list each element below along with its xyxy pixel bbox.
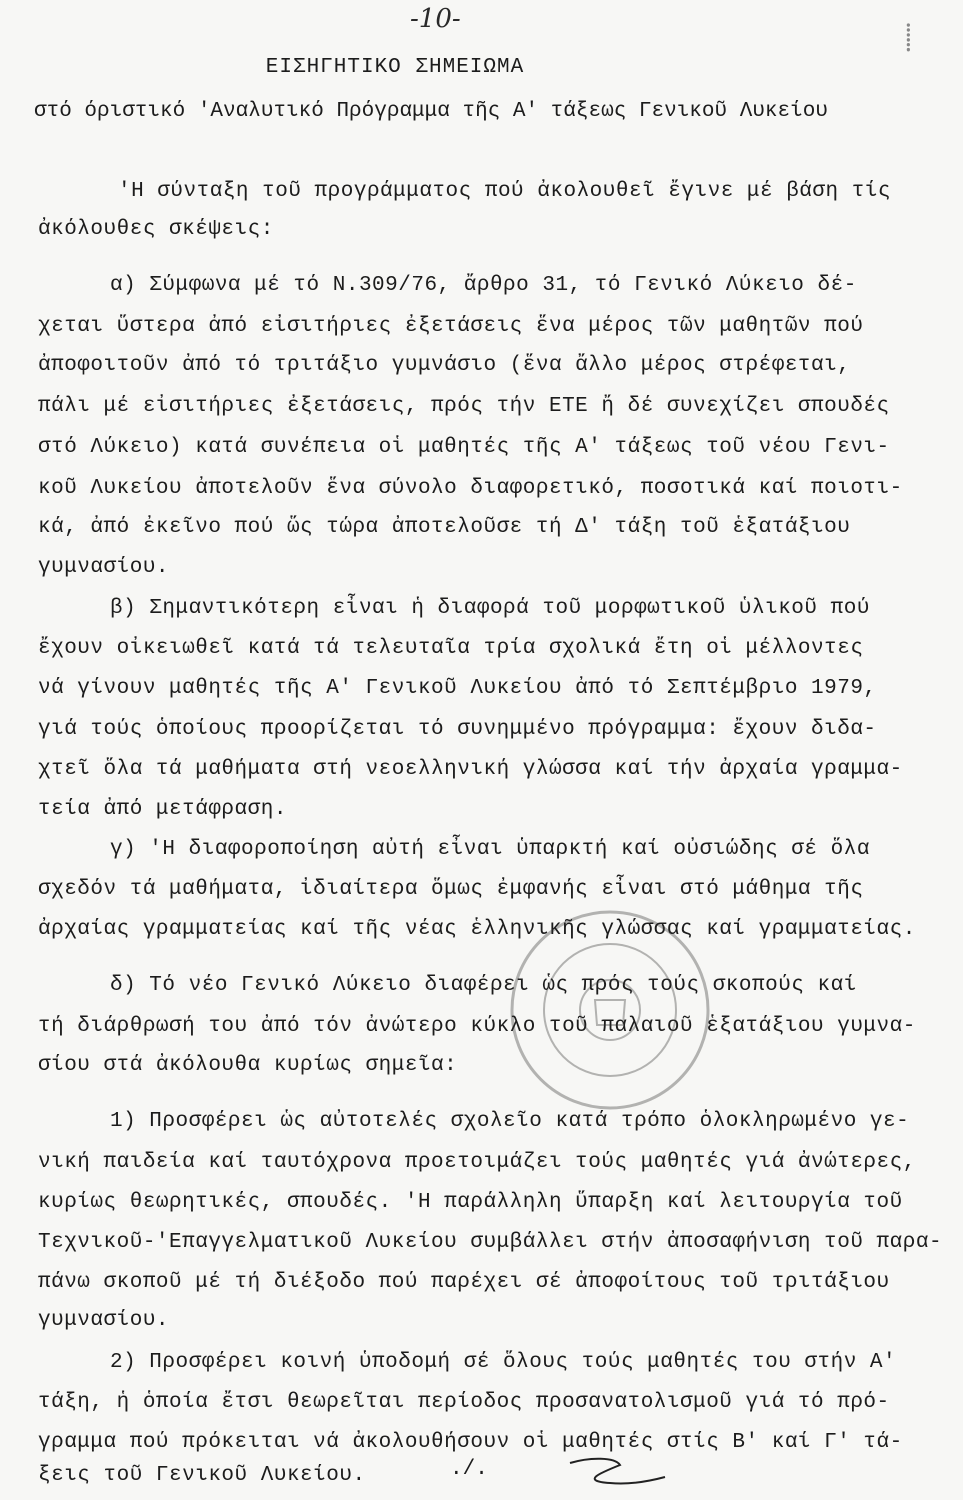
body-line: ἔχουν οἰκειωθεῖ κατά τά τελευταῖα τρία σχολικά ἔτη οἱ μέλλοντες [38, 637, 864, 660]
body-line: γυμνασίου. [38, 556, 170, 579]
official-seal-stamp-icon [505, 905, 715, 1115]
body-line: α) Σύμφωνα μέ τό Ν.309/76, ἄρθρο 31, τό Γενικό Λύκειο δέ- [110, 274, 857, 297]
body-line: κυρίως θεωρητικές, σπουδές. 'Η παράλληλη ὕπαρξη καί λειτουργία τοῦ [38, 1191, 903, 1214]
body-line: χτεῖ ὅλα τά μαθήματα στή νεοελληνική γλώσσα καί τήν ἀρχαία γραμμα- [38, 758, 903, 781]
margin-mark-icon: ⸽ [905, 24, 912, 54]
body-line: πάνω σκοποῦ μέ τή διέξοδο πού παρέχει σέ ἀποφοίτους τοῦ τριτάξιου [38, 1271, 890, 1294]
body-line: ξεις τοῦ Γενικοῦ Λυκείου. [38, 1464, 366, 1487]
body-line: τάξη, ἡ ὁποία ἔτσι θεωρεῖται περίοδος προσανατολισμοῦ γιά τό πρό- [38, 1391, 890, 1414]
body-line: στό Λύκειο) κατά συνέπεια οἱ μαθητές τῆς Α' τάξεως τοῦ νέου Γενι- [38, 436, 890, 459]
body-line: β) Σημαντικότερη εἶναι ἡ διαφορά τοῦ μορφωτικοῦ ὑλικοῦ πού [110, 597, 870, 620]
document-title: ΕΙΣΗΓΗΤΙΚΟ ΣΗΜΕΙΩΜΑ [265, 56, 525, 79]
body-line: σίου στά ἀκόλουθα κυρίως σημεῖα: [38, 1054, 458, 1077]
body-line: ἀρχαίας γραμματείας καί τῆς νέας ἑλληνικῆς γλώσσας καί γραμματείας. [38, 918, 916, 941]
body-line: ἀποφοιτοῦν ἀπό τό τριτάξιο γυμνάσιο (ἕνα ἄλλο μέρος στρέφεται, [38, 354, 851, 377]
body-line: σχεδόν τά μαθήματα, ἰδιαίτερα ὅμως ἐμφανής εἶναι στό μάθημα τῆς [38, 878, 864, 901]
body-line: 1) Προσφέρει ὡς αὐτοτελές σχολεῖο κατά τρόπο ὁλοκληρωμένο γε- [110, 1110, 910, 1133]
body-line: χεται ὕστερα ἀπό εἰσιτήριες ἐξετάσεις ἕνα μέρος τῶν μαθητῶν πού [38, 315, 864, 338]
body-line: γιά τούς ὁποίους προορίζεται τό συνημμένο πρόγραμμα: ἔχουν διδα- [38, 718, 877, 741]
body-line: γ) 'Η διαφοροποίηση αὐτή εἶναι ὑπαρκτή καί οὐσιώδης σέ ὅλα [110, 838, 870, 861]
body-line: γραμμα πού πρόκειται νά ἀκολουθήσουν οἱ μαθητές στίς Β' καί Γ' τά- [38, 1431, 903, 1454]
body-line: νική παιδεία καί ταυτόχρονα προετοιμάζει τούς μαθητές γιά ἀνώτερες, [38, 1151, 916, 1174]
body-line: τεία ἀπό μετάφραση. [38, 798, 287, 821]
body-line: νά γίνουν μαθητές τῆς Α' Γενικοῦ Λυκείου ἀπό τό Σεπτέμβριο 1979, [38, 677, 877, 700]
body-line: πάλι μέ εἰσιτήριες ἐξετάσεις, πρός τήν ΕΤΕ ἤ δέ συνεχίζει σπουδές [38, 395, 890, 418]
body-line: 2) Προσφέρει κοινή ὑποδομή σέ ὅλους τούς μαθητές του στήν Α' [110, 1351, 897, 1374]
body-line: τή διάρθρωσή του ἀπό τόν ἀνώτερο κύκλο τοῦ παλαιοῦ ἑξατάξιου γυμνα- [38, 1015, 916, 1038]
page-number: -10- [410, 4, 461, 34]
document-subtitle: στό όριστικό 'Αναλυτικό Πρόγραμμα τῆς Α' τάξεως Γενικοῦ Λυκείου [34, 100, 828, 123]
body-line: 'Η σύνταξη τοῦ προγράμματος πού ἀκολουθεῖ ἔγινε μέ βάση τίς [118, 180, 892, 203]
body-line: γυμνασίου. [38, 1309, 170, 1332]
signature-icon [560, 1455, 670, 1495]
body-line: κοῦ Λυκείου ἀποτελοῦν ἕνα σύνολο διαφορετικό, ποσοτικά καί ποιοτι- [38, 477, 903, 500]
body-line: Τεχνικοῦ-'Επαγγελματικοῦ Λυκείου συμβάλλει στήν ἀποσαφήνιση τοῦ παρα- [38, 1231, 943, 1254]
body-line: δ) Τό νέο Γενικό Λύκειο διαφέρει ὡς πρός τούς σκοπούς καί [110, 974, 857, 997]
continuation-mark: ./. [450, 1458, 488, 1481]
body-line: κά, ἀπό ἐκεῖνο πού ὥς τώρα ἀποτελοῦσε τή Δ' τάξη τοῦ ἑξατάξιου [38, 516, 851, 539]
body-line: ἀκόλουθες σκέψεις: [38, 218, 274, 241]
